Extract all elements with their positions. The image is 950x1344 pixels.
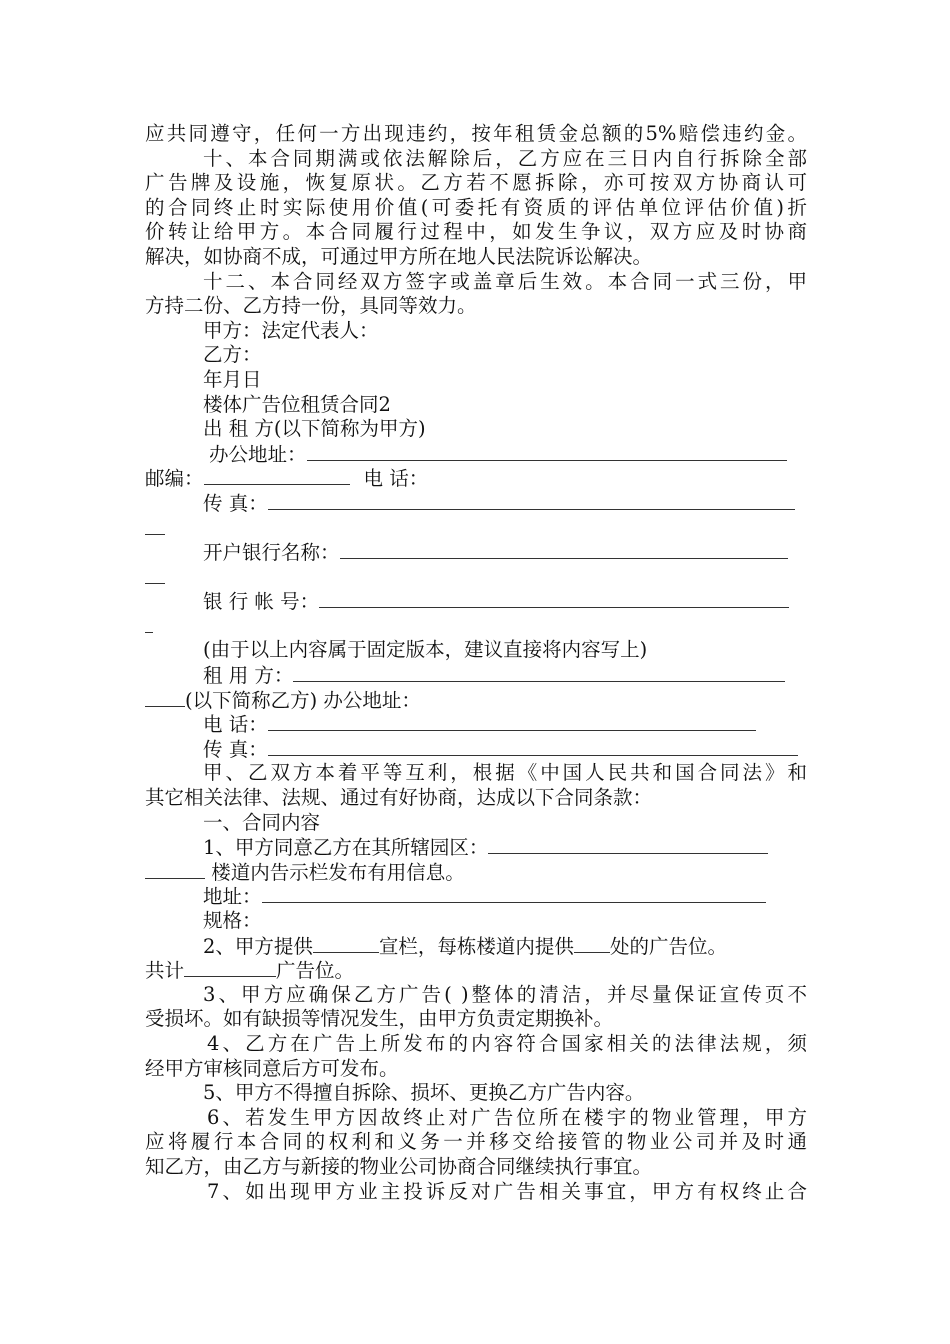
address-label: 地址： bbox=[203, 885, 262, 909]
contract-title: 楼体广告位租赁合同2 bbox=[203, 392, 391, 416]
bank-account-blank-wrap bbox=[145, 614, 807, 639]
text-line: 7、如出现甲方业主投诉反对广告相关事宜，甲方有权终止合 bbox=[207, 1179, 807, 1203]
lessee-fax-row bbox=[145, 737, 807, 762]
bank-name-label: 开户银行名称： bbox=[203, 541, 340, 565]
clause-2-a: 2、甲方提供 bbox=[203, 934, 313, 958]
address-blank[interactable] bbox=[262, 884, 766, 903]
lessee-fax-blank[interactable] bbox=[268, 737, 798, 756]
clause-1-cont: 楼道内告示栏发布有用信息。 bbox=[205, 860, 465, 884]
office-address-label: 办公地址： bbox=[209, 442, 307, 466]
text-line: 受损坏。如有缺损等情况发生，由甲方负责定期换补。 bbox=[145, 1007, 614, 1031]
party-a-signature-line: 甲方：法定代表人： bbox=[203, 318, 379, 342]
lessee-address-row bbox=[145, 688, 807, 713]
park-area-blank-tail[interactable] bbox=[145, 860, 205, 879]
section-heading: 一、合同内容 bbox=[203, 810, 321, 834]
board-count-blank[interactable] bbox=[313, 934, 379, 953]
lessee-fax-label: 传 真： bbox=[203, 737, 268, 761]
bank-name-blank-wrap bbox=[145, 565, 807, 590]
date-line: 年月日 bbox=[203, 367, 262, 391]
clause-2-b: 宣栏，每栋楼道内提供 bbox=[378, 934, 574, 958]
fax-blank[interactable] bbox=[268, 491, 795, 510]
fax-label: 传 真： bbox=[203, 491, 268, 515]
text-line: 经甲方审核同意后方可发布。 bbox=[145, 1056, 399, 1080]
clause-2-row bbox=[145, 934, 807, 959]
text-line: 6、若发生甲方因故终止对广告位所在楼宇的物业管理，甲方 bbox=[207, 1105, 807, 1129]
total-row bbox=[145, 958, 807, 983]
clause-1-row bbox=[145, 835, 807, 860]
lessee-phone-row bbox=[145, 712, 807, 737]
text-line: 4、乙方在广告上所发布的内容符合国家相关的法律法规，须 bbox=[207, 1031, 807, 1055]
text-line: 5、甲方不得擅自拆除、损坏、更换乙方广告内容。 bbox=[203, 1081, 645, 1105]
clause-1-label: 1、甲方同意乙方在其所辖园区： bbox=[203, 836, 489, 860]
text-line: 十、本合同期满或依法解除后，乙方应在三日内自行拆除全部 bbox=[203, 146, 807, 170]
lessee-phone-blank[interactable] bbox=[268, 712, 756, 731]
note-line: (由于以上内容属于固定版本，建议直接将内容写上) bbox=[203, 638, 648, 662]
clause-2-c: 处的广告位。 bbox=[609, 934, 727, 958]
bank-account-blank[interactable] bbox=[319, 589, 789, 608]
address-row bbox=[145, 884, 807, 909]
blank-tail bbox=[145, 516, 165, 535]
total-suffix: 广告位。 bbox=[276, 959, 355, 983]
text-line: 应共同遵守，任何一方出现违约，按年租赁金总额的5%赔偿违约金。 bbox=[145, 122, 807, 145]
lessee-blank[interactable] bbox=[293, 663, 785, 682]
text-line: 十二、本合同经双方签字或盖章后生效。本合同一式三份，甲 bbox=[203, 269, 807, 293]
lessee-blank-tail[interactable] bbox=[145, 688, 185, 707]
bank-account-label: 银 行 帐 号： bbox=[203, 590, 320, 614]
postcode-phone-row bbox=[145, 466, 807, 491]
lessee-phone-label: 电 话： bbox=[203, 713, 268, 737]
bank-account-row bbox=[145, 589, 807, 614]
office-address-blank[interactable] bbox=[307, 442, 787, 461]
total-blank[interactable] bbox=[184, 958, 276, 977]
text-line: 价转让给甲方。本合同履行过程中，如发生争议，双方应及时协商 bbox=[145, 220, 807, 244]
text-line: 应将履行本合同的权利和义务一并移交给接管的物业公司并及时通 bbox=[145, 1130, 807, 1154]
text-line: 的合同终止时实际使用价值(可委托有资质的评估单位评估价值)折 bbox=[145, 195, 807, 219]
lessee-row bbox=[145, 663, 807, 688]
text-line: 知乙方，由乙方与新接的物业公司协商合同继续执行事宜。 bbox=[145, 1154, 653, 1178]
text-line: 其它相关法律、法规、通过有好协商，达成以下合同条款： bbox=[145, 786, 653, 810]
clause-1-cont-row bbox=[145, 860, 807, 885]
blank-tail bbox=[145, 614, 153, 633]
postcode-blank[interactable] bbox=[204, 466, 350, 485]
party-b-signature-line: 乙方： bbox=[203, 343, 262, 367]
lessor-heading: 出 租 方(以下简称为甲方) bbox=[203, 417, 426, 441]
park-area-blank[interactable] bbox=[488, 835, 768, 854]
postcode-label: 邮编： bbox=[145, 467, 204, 491]
lessee-label: 租 用 方： bbox=[203, 664, 294, 688]
text-line: 解决，如协商不成，可通过甲方所在地人民法院诉讼解决。 bbox=[145, 244, 653, 268]
contract-page bbox=[145, 122, 807, 1204]
text-line: 甲、乙双方本着平等互利，根据《中国人民共和国合同法》和 bbox=[203, 761, 807, 785]
lessee-address-label: (以下简称乙方) 办公地址： bbox=[185, 688, 421, 712]
fax-blank-wrap bbox=[145, 516, 807, 541]
spec-line: 规格： bbox=[203, 909, 262, 932]
text-line: 方持二份、乙方持一份，具同等效力。 bbox=[145, 294, 477, 318]
bank-name-row bbox=[145, 540, 807, 565]
slot-count-blank[interactable] bbox=[574, 934, 610, 953]
phone-label: 电 话： bbox=[363, 467, 429, 491]
fax-row bbox=[145, 491, 807, 516]
total-label: 共计 bbox=[145, 959, 185, 983]
text-line: 3、甲方应确保乙方广告( )整体的清洁，并尽量保证宣传页不 bbox=[203, 982, 807, 1006]
office-address-row bbox=[145, 442, 807, 467]
bank-name-blank[interactable] bbox=[340, 540, 788, 559]
text-line: 广告牌及设施，恢复原状。乙方若不愿拆除，亦可按双方协商认可 bbox=[145, 171, 807, 195]
blank-tail bbox=[145, 565, 165, 584]
